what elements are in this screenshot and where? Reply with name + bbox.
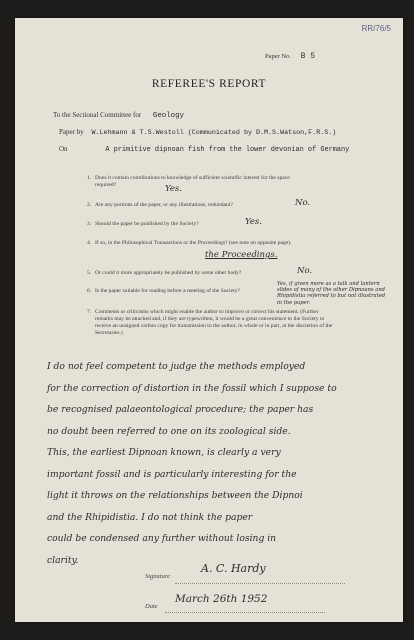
signature-value: A. C. Hardy (201, 562, 266, 575)
question-2: 2. Are any portions of the paper, or any illustrations, redundant? (87, 202, 233, 208)
answer-4: the Proceedings. (205, 250, 278, 260)
date-line (165, 612, 325, 613)
comment-line: I do not feel competent to judge the methods employed (47, 361, 306, 372)
date-value: March 26th 1952 (175, 593, 268, 605)
question-4-text: If so, in the Philosophical Transactions or the Proceedings? (see note on opposite page). (95, 240, 292, 246)
report-sheet (15, 18, 403, 622)
question-7: 7. Comments or criticisms which might enable the author to improve or correct his statement. (Further remarks may be attached and, if they are typewritten, it would be a great convenience to the Society to receive an unsigned carbon copy for transmission to the author, in whole or in part, at the discretion of the Secretaries.) (87, 309, 333, 336)
question-6-text: Is the paper suitable for reading before a meeting of the Society? (95, 288, 240, 294)
question-4: 4. If so, in the Philosophical Transactions or the Proceedings? (see note on opposite page). (95, 240, 385, 247)
on-value: A primitive dipnoan fish from the lower devonian of Germany (105, 146, 350, 154)
question-6: 6. Is the paper suitable for reading before a meeting of the Society? (87, 288, 240, 294)
comment-line: no doubt been referred to one on its zoological side. (47, 425, 291, 437)
comment-line: could be condensed any further without losing in (47, 533, 277, 544)
paper-number-value: B 5 (300, 52, 316, 61)
question-5: 5. Or could it more appropriately be published by some other body? (87, 270, 242, 276)
question-1-text: Does it contain contributions to knowledge of sufficient scientific interest for the space required? (95, 175, 290, 188)
comment-line: and the Rhipidistia. I do not think the paper (47, 511, 253, 523)
referee-comments (47, 356, 387, 571)
paper-by-label: Paper by (59, 128, 84, 136)
paper-number (265, 52, 315, 61)
on-label: On (59, 145, 68, 153)
question-5-text: Or could it more appropriately be published by some other body? (95, 270, 242, 276)
comment-line: This, the earliest Dipnoan known, is clearly a very (47, 447, 281, 458)
answer-5: No. (297, 266, 313, 276)
question-7-text: Comments or criticisms which might enable the author to improve or correct his statement. (Further remarks may be attached and, if they are typewritten, it would be a great convenience to the Society to receive an unsigned carbon copy for transmission to the author, in whole or in part, at the discretion of the Secretaries.) (95, 309, 333, 336)
comment-line: clarity. (47, 554, 79, 566)
comment-line: light it throws on the relationships between the Dipnoi (47, 490, 303, 501)
on-field (59, 145, 349, 154)
paper-by-field (59, 128, 336, 137)
comment-line: for the correction of distortion in the fossil which I suppose to (47, 382, 337, 394)
committee-field (53, 111, 184, 120)
comment-line: important fossil and is particularly interesting for the (47, 468, 297, 480)
answer-2: No. (295, 198, 311, 208)
paper-by-value: W.Lehmann & T.S.Westoll (Communicated by D.M.S.Watson,F.R.S.) (91, 129, 337, 137)
question-2-text: Are any portions of the paper, or any illustrations, redundant? (95, 202, 233, 208)
page-title: REFEREE'S REPORT (151, 78, 267, 90)
question-3: 3. Should the paper be published by the Society? (87, 221, 199, 227)
comment-line: be recognised palaeontological procedure; the paper has (47, 404, 314, 415)
committee-value: Geology (152, 112, 184, 120)
archive-mark: RR/76/5 (361, 24, 391, 33)
answer-1: Yes. (165, 184, 182, 194)
paper-number-label: Paper No. (265, 53, 291, 60)
committee-label: To the Sectional Committee for (53, 111, 142, 119)
question-3-text: Should the paper be published by the Society? (95, 221, 199, 227)
signature-line (175, 583, 345, 584)
date-label: Date (145, 603, 158, 610)
signature-label: Signature (145, 573, 171, 580)
answer-6: Yes, if given more as a talk and lantern slides of many of the other Dipnoans and Rhipidistia referred to but not illustrated in the paper. (277, 281, 386, 306)
answer-3: Yes. (245, 217, 262, 227)
question-1: 1. Does it contain contributions to knowledge of sufficient scientific interest for the space required? (95, 175, 385, 189)
